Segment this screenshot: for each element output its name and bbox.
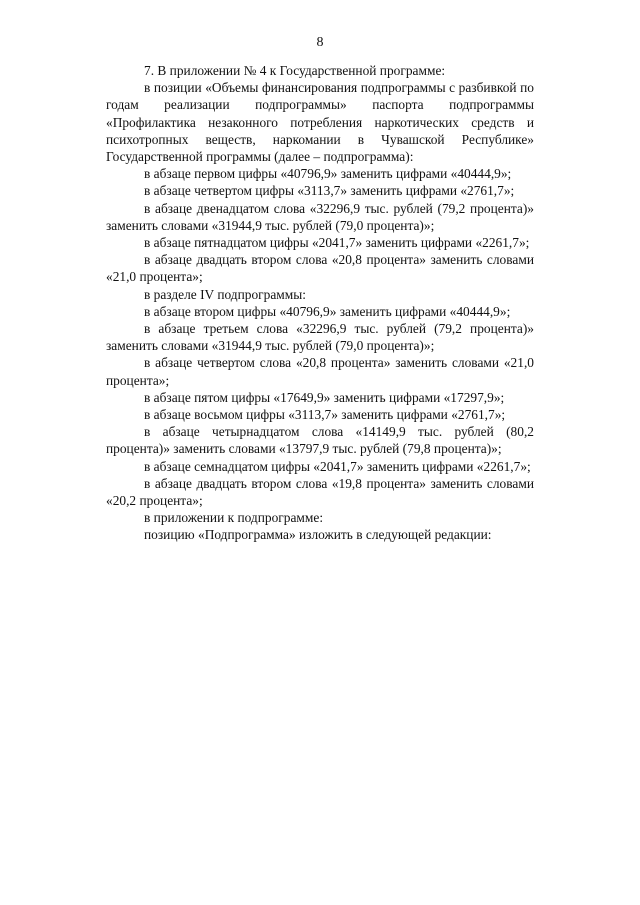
paragraph-section-iv: в разделе IV подпрограммы: [144,286,306,302]
document-body [106,62,534,544]
paragraph-position-subprogram: позицию «Подпрограмма» изложить в следующей редакции: [144,527,492,543]
paragraph-amendment: в абзаце двенадцатом слова «32296,9 тыс. рублей (79,2 процента)» заменить словами «31944,9 тыс. рублей (79,0 процента)»; [106,200,534,233]
page-number: 8 [316,35,324,50]
paragraph-amendment: в абзаце пятнадцатом цифры «2041,7» заменить цифрами «2261,7»; [144,235,530,251]
paragraph-amendment: в абзаце восьмом цифры «3113,7» заменить цифрами «2761,7»; [144,407,506,423]
paragraph-amendment: в абзаце четырнадцатом слова «14149,9 тыс. рублей (80,2 процента)» заменить словами «13797,9 тыс. рублей (79,8 процента)»; [106,424,534,457]
paragraph-amendment: в абзаце первом цифры «40796,9» заменить цифрами «40444,9»; [144,166,512,182]
paragraph-amendment: в абзаце семнадцатом цифры «2041,7» заменить цифрами «2261,7»; [144,458,531,474]
paragraph-amendment: в абзаце четвертом цифры «3113,7» заменить цифрами «2761,7»; [144,183,515,199]
paragraph-amendment: в абзаце двадцать втором слова «20,8 процента» заменить словами «21,0 процента»; [106,252,534,285]
paragraph-amendment: в абзаце двадцать втором слова «19,8 процента» заменить словами «20,2 процента»; [106,475,534,509]
paragraph-appendix: в приложении к подпрограмме: [144,510,324,526]
paragraph-amendment: в абзаце втором цифры «40796,9» заменить цифрами «40444,9»; [144,303,511,319]
paragraph-amendment: в абзаце пятом цифры «17649,9» заменить цифрами «17297,9»; [144,389,505,405]
paragraph-amendment: в абзаце четвертом слова «20,8 процента» заменить словами «21,0 процента»; [106,355,534,388]
paragraph-amendment: в абзаце третьем слова «32296,9 тыс. рублей (79,2 процента)» заменить словами «31944,9 тыс. рублей (79,0 процента)»; [106,321,534,354]
paragraph-heading-item-7: 7. В приложении № 4 к Государственной программе: [144,63,446,78]
paragraph-position-financing: в позиции «Объемы финансирования подпрограммы с разбивкой по годам реализации подпрограммы» паспорта подпрограммы «Профилактика незаконного потребления наркотических средств и психотропных веществ, наркомании в Чувашской Республике» Государственной программы (далее – подпрограмма): [106,80,534,165]
